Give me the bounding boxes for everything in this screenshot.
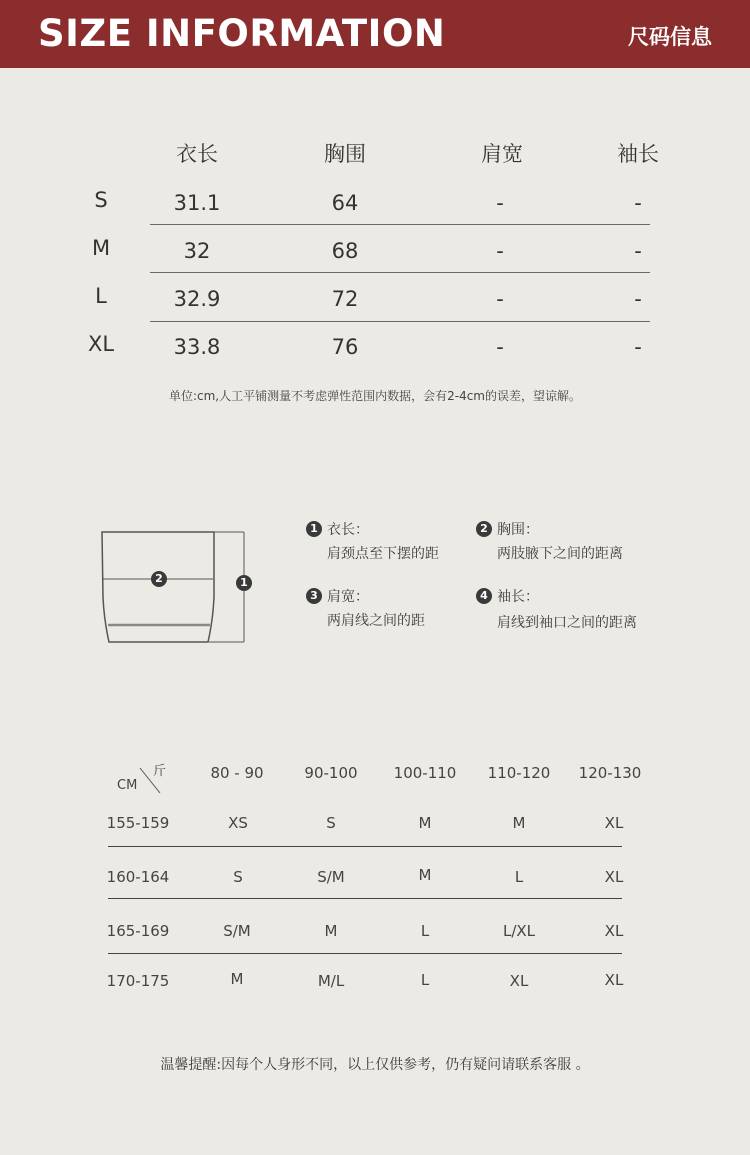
size-cell: M/L <box>317 972 345 990</box>
definition-label: 衣长： <box>327 522 369 538</box>
definition-label: 袖长： <box>497 589 539 605</box>
shoulder-value: - <box>496 335 504 359</box>
length-value: 31.1 <box>173 191 221 215</box>
size-cell: M <box>512 814 526 832</box>
shoulder-value: - <box>496 239 504 263</box>
shoulder-value: - <box>496 287 504 311</box>
height-label: 165-169 <box>106 922 170 940</box>
size-cell: M <box>418 866 432 884</box>
length-marker-icon: 1 <box>236 575 252 591</box>
height-label: 170-175 <box>106 972 170 990</box>
sleeve-value: - <box>634 335 642 359</box>
chest-marker-icon: 2 <box>151 571 167 587</box>
definition-desc: 两肢腋下之间的距离 <box>497 546 623 562</box>
height-label: 160-164 <box>106 868 170 886</box>
size-cell: XL <box>604 922 624 940</box>
height-label: 155-159 <box>106 814 170 832</box>
size-cell: XS <box>228 814 248 832</box>
chest-value: 76 <box>331 335 359 359</box>
measurement-note: 单位:cm,人工平铺测量不考虑弹性范围内数据，会有2-4cm的误差，望谅解。 <box>168 389 582 403</box>
size-cell: XL <box>604 971 624 989</box>
page-title: SIZE INFORMATION <box>38 12 446 55</box>
corner-height-unit: CM <box>117 778 138 793</box>
definition-label: 肩宽： <box>327 589 369 605</box>
shoulder-value: - <box>496 191 504 215</box>
number-4-icon: 4 <box>476 588 492 604</box>
sleeve-value: - <box>634 239 642 263</box>
number-1-icon: 1 <box>306 521 322 537</box>
column-header-shoulder: 肩宽 <box>481 142 523 166</box>
weight-header: 110-120 <box>487 764 551 782</box>
length-value: 32.9 <box>173 287 221 311</box>
chest-value: 64 <box>331 191 359 215</box>
size-cell: S/M <box>317 868 345 886</box>
size-cell: XL <box>509 972 529 990</box>
column-header-length: 衣长 <box>176 142 218 166</box>
chest-value: 68 <box>331 239 359 263</box>
size-cell: M <box>418 814 432 832</box>
chest-value: 72 <box>331 287 359 311</box>
row-divider <box>108 953 622 954</box>
column-header-sleeve: 袖长 <box>617 142 659 166</box>
corner-weight-unit: 斤 <box>153 764 167 779</box>
page-title-cn: 尺码信息 <box>628 25 712 49</box>
size-cell: L <box>420 922 430 940</box>
sleeve-value: - <box>634 287 642 311</box>
size-cell: S <box>326 814 336 832</box>
size-cell: M <box>230 970 244 988</box>
column-header-chest: 胸围 <box>324 142 366 166</box>
definition-desc: 肩颈点至下摆的距 <box>327 546 439 562</box>
weight-header: 80 - 90 <box>210 764 264 782</box>
size-cell: L/XL <box>502 922 536 940</box>
size-cell: L <box>514 868 524 886</box>
number-3-icon: 3 <box>306 588 322 604</box>
row-divider <box>108 846 622 847</box>
sleeve-value: - <box>634 191 642 215</box>
size-label: L <box>95 284 107 308</box>
definition-desc: 肩线到袖口之间的距离 <box>497 615 637 631</box>
weight-header: 120-130 <box>578 764 642 782</box>
size-label: S <box>94 188 108 212</box>
size-cell: M <box>324 922 338 940</box>
size-label: M <box>91 236 111 260</box>
weight-header: 90-100 <box>304 764 358 782</box>
weight-header: 100-110 <box>393 764 457 782</box>
size-cell: S/M <box>223 922 251 940</box>
number-2-icon: 2 <box>476 521 492 537</box>
reminder-note: 温馨提醒:因每个人身形不同，以上仅供参考，仍有疑问请联系客服 。 <box>160 1057 590 1073</box>
definition-label: 胸围： <box>497 522 539 538</box>
length-value: 32 <box>183 239 211 263</box>
length-value: 33.8 <box>173 335 221 359</box>
size-cell: L <box>420 971 430 989</box>
definition-desc: 两肩线之间的距 <box>327 613 425 629</box>
row-divider <box>108 898 622 899</box>
size-cell: XL <box>604 814 624 832</box>
size-cell: XL <box>604 868 624 886</box>
size-cell: S <box>233 868 243 886</box>
size-label: XL <box>87 332 115 356</box>
